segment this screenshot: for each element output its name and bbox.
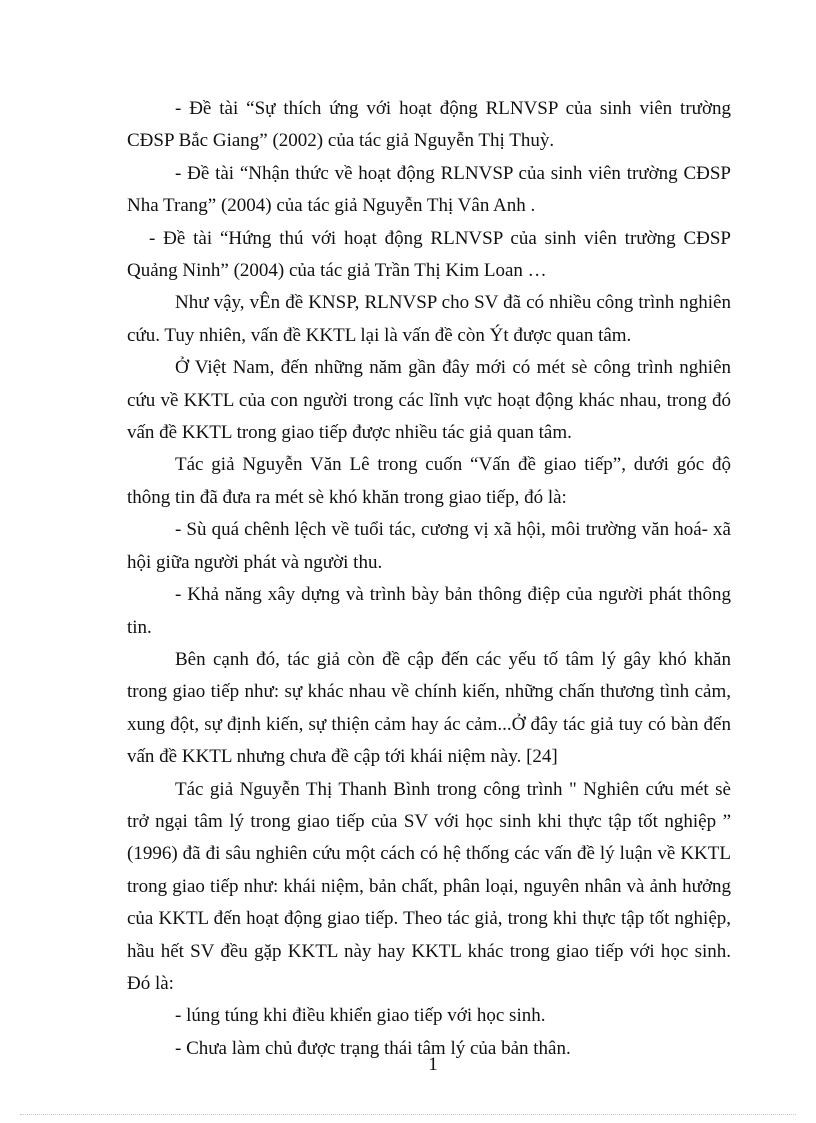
paragraph-8: - Khả năng xây dựng và trình bày bản thông điệp của người phát thông tin.: [127, 584, 731, 638]
paragraph-10: Tác giả Nguyễn Thị Thanh Bình trong công trình " Nghiên cứu mét sè trở ngại tâm lý trong giao tiếp của SV với học sinh khi thực tập tốt nghiệp ” (1996) đã đi sâu nghiên cứu một cách có hệ thống các vấn đề lý luận về KKTL trong giao tiếp như: khái niệm, bản chất, phân loại, nguyên nhân và ảnh hưởng của KKTL đến hoạt động giao tiếp. Theo tác giả, trong khi thực tập tốt nghiệp, hầu hết SV đều gặp KKTL này hay KKTL khác trong giao tiếp với học sinh. Đó là:: [127, 778, 731, 994]
paragraph-6: Tác giả Nguyễn Văn Lê trong cuốn “Vấn đề giao tiếp”, dưới góc độ thông tin đã đưa ra mét sè khó khăn trong giao tiếp, đó là:: [127, 454, 731, 508]
paragraph-11: - lúng túng khi điều khiển giao tiếp với học sinh.: [175, 1005, 546, 1027]
paragraph-3: - Đề tài “Hứng thú với hoạt động RLNVSP của sinh viên trường CĐSP Quảng Ninh” (2004) của tác giả Trần Thị Kim Loan …: [127, 227, 731, 282]
paragraph-7: - Sù quá chênh lệch về tuổi tác, cương vị xã hội, môi trường văn hoá- xã hội giữa người phát và người thu.: [127, 519, 731, 573]
paragraph-5: Ở Việt Nam, đến những năm gần đây mới có mét sè công trình nghiên cứu về KKTL của con người trong các lĩnh vực hoạt động khác nhau, trong đó vấn đề KKTL trong giao tiếp được nhiều tác giả quan tâm.: [127, 357, 731, 444]
body-text: [127, 93, 731, 1065]
page-bottom-divider: [20, 1114, 796, 1115]
paragraph-12: - Chưa làm chủ được trạng thái tâm lý của bản thân.: [175, 1037, 571, 1059]
paragraph-1: - Đề tài “Sự thích ứng với hoạt động RLNVSP của sinh viên trường CĐSP Bắc Giang” (2002) của tác giả Nguyễn Thị Thuỳ.: [127, 98, 731, 152]
paragraph-2: - Đề tài “Nhận thức về hoạt động RLNVSP của sinh viên trường CĐSP Nha Trang” (2004) của tác giả Nguyễn Thị Vân Anh .: [127, 162, 731, 217]
paragraph-9: Bên cạnh đó, tác giả còn đề cập đến các yếu tố tâm lý gây khó khăn trong giao tiếp như: sự khác nhau về chính kiến, những chấn thương tình cảm, xung đột, sự định kiến, sự thiện cảm hay ác cảm...Ở đây tác giả tuy có bàn đến vấn đề KKTL nhưng chưa đề cập tới khái niệm này. [24]: [127, 648, 731, 768]
page-number: 1: [428, 1054, 438, 1075]
paragraph-4: Như vậy, vÊn đề KNSP, RLNVSP cho SV đã có nhiều công trình nghiên cứu. Tuy nhiên, vấn đề KKTL lại là vấn đề còn Ýt được quan tâm.: [127, 292, 731, 346]
